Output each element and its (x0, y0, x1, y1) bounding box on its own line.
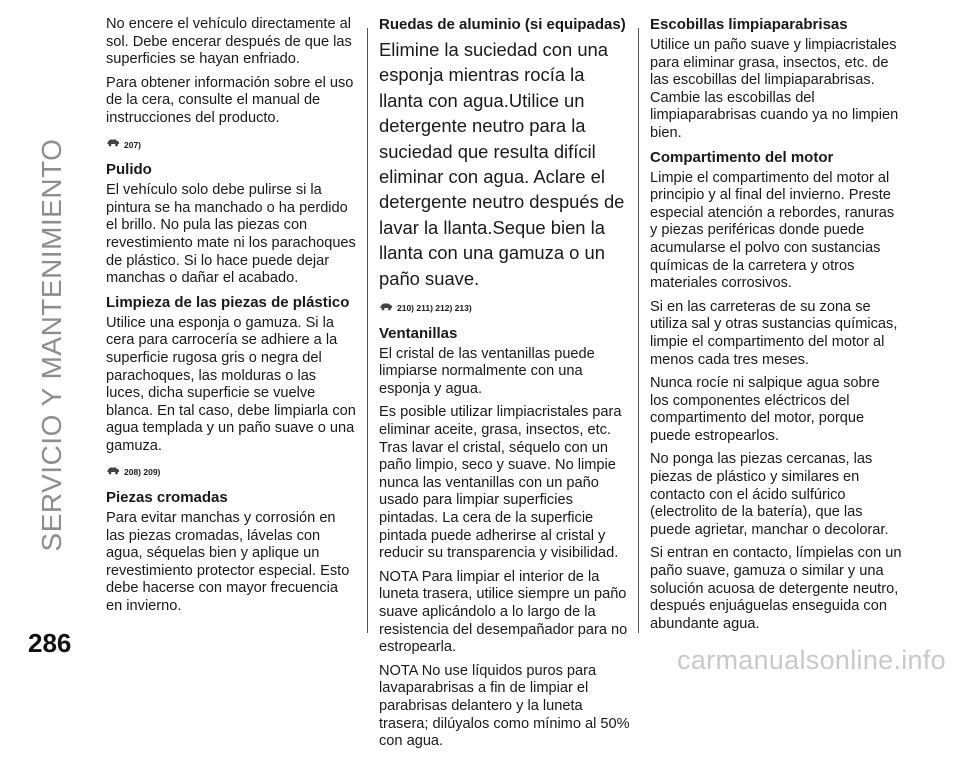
heading-ruedas: Ruedas de aluminio (si equipadas) (379, 16, 626, 33)
paragraph: Si en las carreteras de su zona se utiliza sal y otras sustancias químicas, limpie el compartimento del motor al menos cada tres meses. (650, 298, 898, 368)
page-number: 286 (28, 628, 72, 658)
column-1 (106, 16, 358, 622)
column-3 (650, 16, 902, 639)
car-icon (379, 301, 393, 311)
section-title: SERVICIO Y MANTENIMIENTO (36, 138, 67, 552)
paragraph: Limpie el compartimento del motor al principio y al final del invierno. Preste especial atención a rebordes, ranuras y piezas periféricas donde puede acumularse el polvo con sustancias químicas de la carretera y otros materiales corrosivos. (650, 169, 895, 292)
note-paragraph: NOTA No use líquidos puros para lavaparabrisas a fin de limpiar el parabrisas delantero y la luneta trasera; dilúyalos como mínimo al 50% con agua. (379, 662, 630, 750)
column-divider (367, 28, 368, 633)
paragraph: Elimine la suciedad con una esponja mientras rocía la llanta con agua.Utilice un detergente neutro para la suciedad que resulta difícil eliminar con agua. Aclare el detergente neutro después de lavar la llanta.Seque bien la llanta con una gamuza o un paño suave. (379, 39, 625, 289)
paragraph: Nunca rocíe ni salpique agua sobre los componentes eléctricos del compartimento del motor, porque puede estropearlos. (650, 375, 880, 444)
car-icon (106, 465, 120, 475)
car-icon (106, 137, 120, 147)
reference-number: 208) 209) (124, 467, 161, 478)
heading-ventanillas: Ventanillas (379, 324, 458, 342)
heading-plastico: Limpieza de las piezas de plástico (106, 293, 350, 311)
heading-cromadas: Piezas cromadas (106, 489, 228, 507)
paragraph: Para obtener información sobre el uso de la cera, consulte el manual de instrucciones del producto. (106, 74, 354, 126)
heading-motor: Compartimento del motor (650, 148, 834, 166)
note-paragraph: NOTA Para limpiar el interior de la luneta trasera, utilice siempre un paño suave aplicándolo a lo largo de la resistencia del desempañador para no estropearla. (379, 568, 628, 656)
reference-marker (106, 134, 358, 152)
column-2 (379, 16, 631, 757)
reference-marker (106, 461, 358, 479)
paragraph: Si entran en contacto, límpielas con un paño suave, gamuza o similar y una solución acuosa de detergente neutro, después enjuáguelas enseguida con abundante agua. (650, 545, 902, 632)
reference-number: 210) 211) 212) 213) (397, 303, 472, 314)
paragraph: Utilice un paño suave y limpiacristales para eliminar grasa, insectos, etc. de las escobillas del limpiaparabrisas. Cambie las escobillas del limpiaparabrisas cuando ya no limpien bien. (650, 37, 899, 141)
watermark: carmanualsonline.info (677, 645, 946, 675)
reference-marker (379, 297, 631, 315)
paragraph: Es posible utilizar limpiacristales para eliminar aceite, grasa, insectos, etc. Tras lavar el cristal, séquelo con un paño limpio, seco y suave. No limpie nunca las ventanillas con un paño usado para limpiar superficies pintadas. La cera de la superficie pintada puede adherirse al cristal y reducir su transparencia y visibilidad. (379, 404, 622, 562)
paragraph: No ponga las piezas cercanas, las piezas de plástico y similares en contacto con el ácido sulfúrico (electrolito de la batería), que las puede agrietar, manchar o decolorar. (650, 451, 889, 538)
paragraph: El vehículo solo debe pulirse si la pintura se ha manchado o ha perdido el brillo. No pula las piezas con revestimiento mate ni los parachoques de plástico. Si lo hace puede dejar manchas o dañar el acabado. (106, 182, 356, 287)
paragraph: Utilice una esponja o gamuza. Si la cera para carrocería se adhiere a la superficie rugosa gris o negra del parachoques, las molduras o las luces, dicha superficie se vuelve blanca. En tal caso, debe limpiarla con agua templada y un paño suave o una gamuza. (106, 314, 356, 454)
reference-number: 207) (124, 139, 142, 150)
paragraph: No encere el vehículo directamente al sol. Debe encerar después de que las superficies se hayan enfriado. (106, 16, 352, 68)
column-divider (638, 28, 639, 633)
paragraph: Para evitar manchas y corrosión en las piezas cromadas, lávelas con agua, séquelas bien y aplique un revestimiento protector especial. Esto debe hacerse con mayor frecuencia en invierno. (106, 510, 350, 615)
heading-pulido: Pulido (106, 161, 152, 179)
paragraph: El cristal de las ventanillas puede limpiarse normalmente con una esponja y agua. (379, 345, 595, 397)
heading-escobillas: Escobillas limpiaparabrisas (650, 16, 848, 33)
